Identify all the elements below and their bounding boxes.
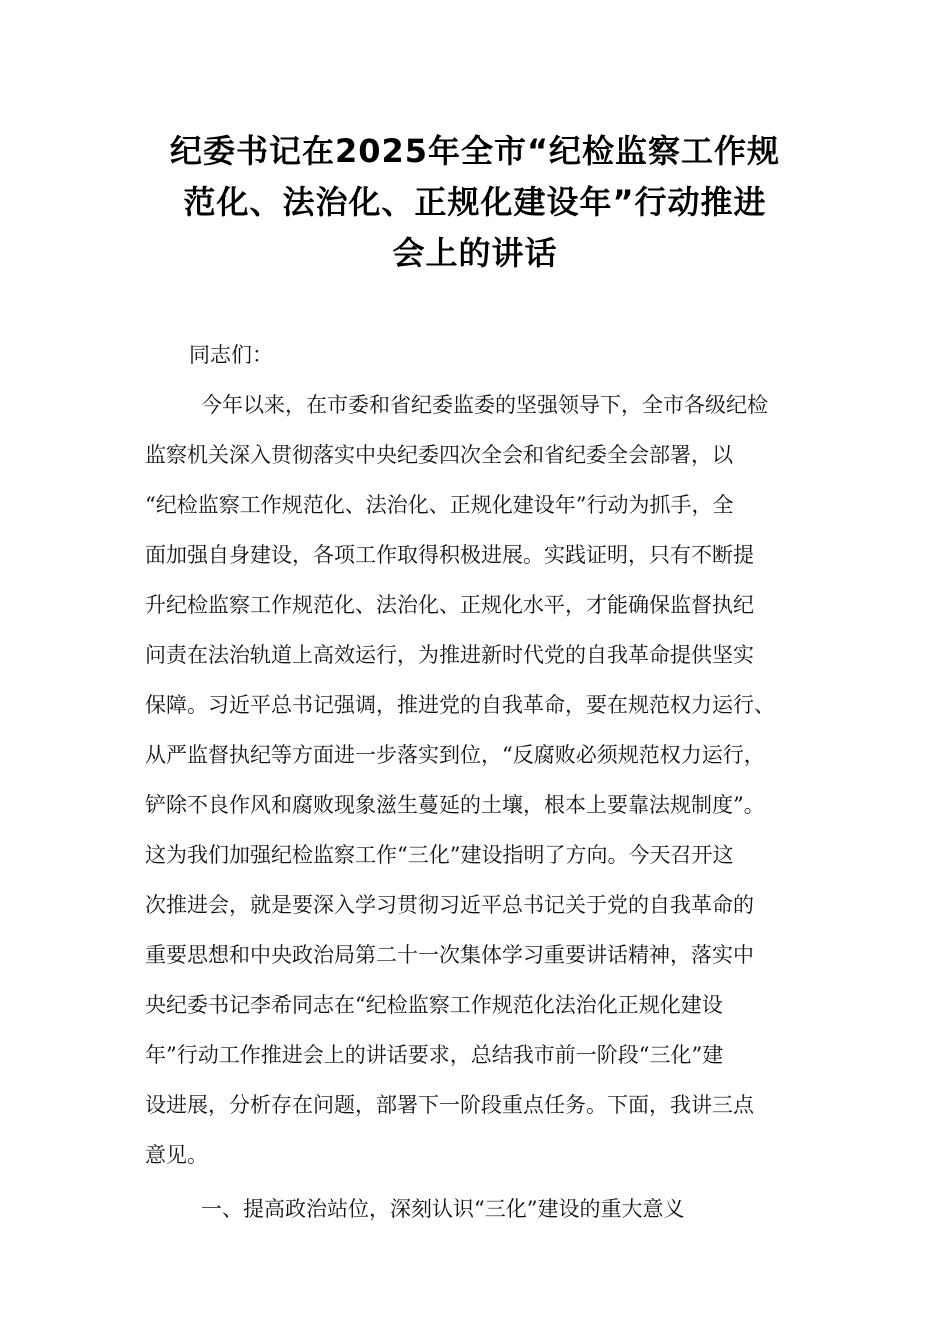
paragraph-line: 从严监督执纪等方面进一步落实到位，“反腐败必须规范权力运行， [145,743,765,767]
paragraph-line: 重要思想和中央政治局第二十一次集体学习重要讲话精神，落实中 [145,943,754,967]
paragraph-line: 央纪委书记李希同志在“纪检监察工作规范化法治化正规化建设 [145,993,723,1017]
paragraph-line: 今年以来，在市委和省纪委监委的坚强领导下，全市各级纪检 [201,393,768,417]
paragraph-line: 铲除不良作风和腐败现象滋生蔓延的土壤，根本上要靠法规制度”。 [145,793,765,817]
paragraph-line: 这为我们加强纪检监察工作“三化”建设指明了方向。今天召开这 [145,843,734,867]
paragraph-line: “纪检监察工作规范化、法治化、正规化建设年”行动为抓手，全 [145,493,734,517]
greeting: 同志们： [189,343,273,367]
paragraph-line: 保障。习近平总书记强调，推进党的自我革命，要在规范权力运行、 [145,693,775,717]
title-line: 会上的讲话 [392,234,558,272]
title-line: 范化、法治化、正规化建设年”行动推进 [183,183,767,221]
paragraph-line: 设进展，分析存在问题，部署下一阶段重点任务。下面，我讲三点 [145,1093,754,1117]
title-line: 纪委书记在2025年全市“纪检监察工作规 [169,132,781,170]
paragraph-line: 问责在法治轨道上高效运行，为推进新时代党的自我革命提供坚实 [145,643,754,667]
section-heading: 一、提高政治站位，深刻认识“三化”建设的重大意义 [201,1197,685,1221]
paragraph-line: 年”行动工作推进会上的讲话要求，总结我市前一阶段“三化”建 [145,1043,724,1067]
document-title [100,126,850,279]
opening-paragraph [145,380,835,1180]
paragraph-line: 面加强自身建设，各项工作取得积极进展。实践证明，只有不断提 [145,543,754,567]
paragraph-line: 次推进会，就是要深入学习贯彻习近平总书记关于党的自我革命的 [145,893,754,917]
paragraph-line: 意见。 [145,1143,208,1167]
paragraph-line: 升纪检监察工作规范化、法治化、正规化水平，才能确保监督执纪 [145,593,754,617]
document-body [145,330,835,1234]
paragraph-line: 监察机关深入贯彻落实中央纪委四次全会和省纪委全会部署，以 [145,443,733,467]
